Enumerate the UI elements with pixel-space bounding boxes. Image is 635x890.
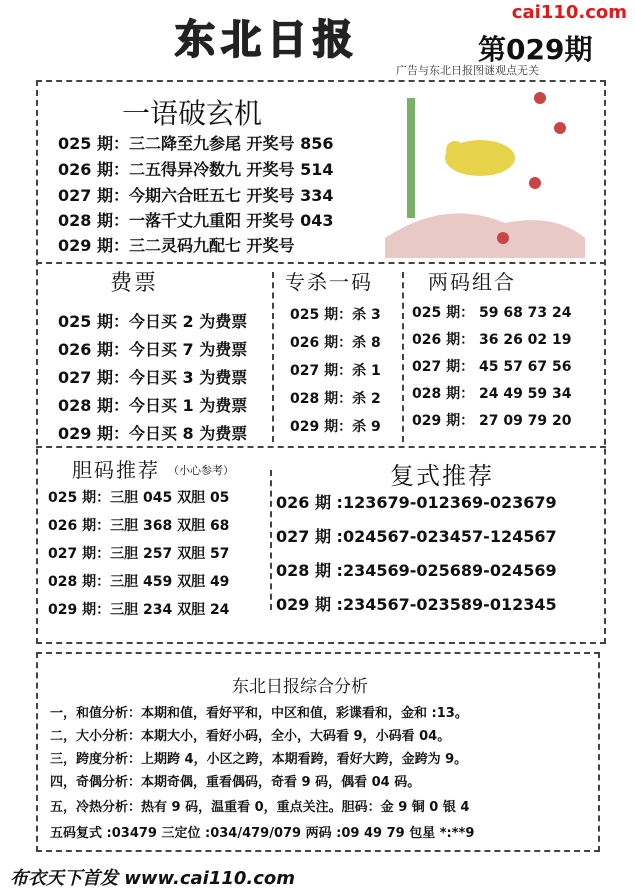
fushi-title: 复式推荐	[390, 462, 494, 490]
zhuansha-row: 027 期：杀 1	[290, 363, 381, 379]
fushi-row: 029 期 :234567-023589-012345	[276, 595, 557, 614]
zhuansha-row: 028 期：杀 2	[290, 391, 381, 407]
divider	[36, 262, 606, 264]
zhuansha-title: 专杀一码	[285, 270, 373, 294]
yiyu-row: 028 期：一落千丈九重阳 开奖号 043	[58, 211, 334, 230]
site-logo: cai110.com	[511, 2, 627, 23]
zhuansha-row: 025 期：杀 3	[290, 307, 381, 323]
liangma-title: 两码组合	[428, 270, 516, 294]
analysis-row: 五，冷热分析：热有 9 码，温重看 0，重点关注。胆码：金 9 铜 0 银 4	[50, 800, 470, 815]
liangma-row: 026 期： 36 26 02 19	[412, 332, 572, 348]
feipiao-row: 025 期：今日买 2 为费票	[58, 312, 248, 331]
divider	[270, 470, 272, 610]
divider	[402, 272, 404, 442]
liangma-row: 028 期： 24 49 59 34	[412, 386, 572, 402]
feipiao-row: 029 期：今日买 8 为费票	[58, 424, 248, 443]
analysis-row: 一，和值分析：本期和值，看好平和，中区和值，彩谍看和，金和 :13。	[50, 706, 468, 721]
fushi-row: 028 期 :234569-025689-024569	[276, 561, 557, 580]
divider	[272, 272, 274, 442]
danma-row: 026 期：三胆 368 双胆 68	[48, 518, 230, 534]
yiyu-row: 025 期：三二降至九参尾 开奖号 856	[58, 134, 334, 153]
analysis-row: 二，大小分析：本期大小，看好小码，全小，大码看 9，小码看 04。	[50, 729, 451, 744]
yiyu-title: 一语破玄机	[122, 97, 263, 130]
fushi-row: 026 期 :123679-012369-023679	[276, 493, 557, 512]
liangma-row: 027 期： 45 57 67 56	[412, 359, 572, 375]
danma-row: 028 期：三胆 459 双胆 49	[48, 574, 230, 590]
liangma-row: 025 期： 59 68 73 24	[412, 305, 572, 321]
feipiao-row: 027 期：今日买 3 为费票	[58, 368, 248, 387]
analysis-title: 东北日报综合分析	[232, 677, 368, 697]
liangma-row: 029 期： 27 09 79 20	[412, 413, 572, 429]
analysis-row: 四，奇偶分析：本期奇偶，重看偶码，奇看 9 码，偶看 04 码。	[50, 775, 421, 790]
issue-number: 第029期	[478, 33, 593, 66]
goat-illustration	[385, 88, 585, 258]
divider	[36, 446, 606, 448]
zhuansha-row: 029 期：杀 9	[290, 419, 381, 435]
footer-credit: 布衣天下首发 www.cai110.com	[10, 868, 296, 889]
yiyu-row: 029 期：三二灵码九配七 开奖号	[58, 236, 295, 255]
analysis-row: 三，跨度分析：上期跨 4，小区之跨，本期看跨，看好大跨，金跨为 9。	[50, 752, 468, 767]
yiyu-row: 026 期：二五得异冷数九 开奖号 514	[58, 160, 334, 179]
danma-row: 025 期：三胆 045 双胆 05	[48, 490, 230, 506]
feipiao-row: 026 期：今日买 7 为费票	[58, 340, 248, 359]
danma-row: 029 期：三胆 234 双胆 24	[48, 602, 230, 618]
disclaimer: 广告与东北日报图谜观点无关	[396, 64, 539, 77]
masthead-title: 东北日报	[175, 17, 359, 63]
fushi-row: 027 期 :024567-023457-124567	[276, 527, 557, 546]
danma-title: 胆码推荐	[72, 458, 160, 482]
zhuansha-row: 026 期：杀 8	[290, 335, 381, 351]
danma-note: （小心参考）	[168, 464, 234, 477]
feipiao-row: 028 期：今日买 1 为费票	[58, 396, 248, 415]
yiyu-row: 027 期：今期六合旺五七 开奖号 334	[58, 186, 334, 205]
danma-row: 027 期：三胆 257 双胆 57	[48, 546, 230, 562]
feipiao-title: 费票	[110, 271, 159, 296]
analysis-row: 五码复式 :03479 三定位 :034/479/079 两码 :09 49 79 包星 *:**9	[50, 826, 475, 841]
